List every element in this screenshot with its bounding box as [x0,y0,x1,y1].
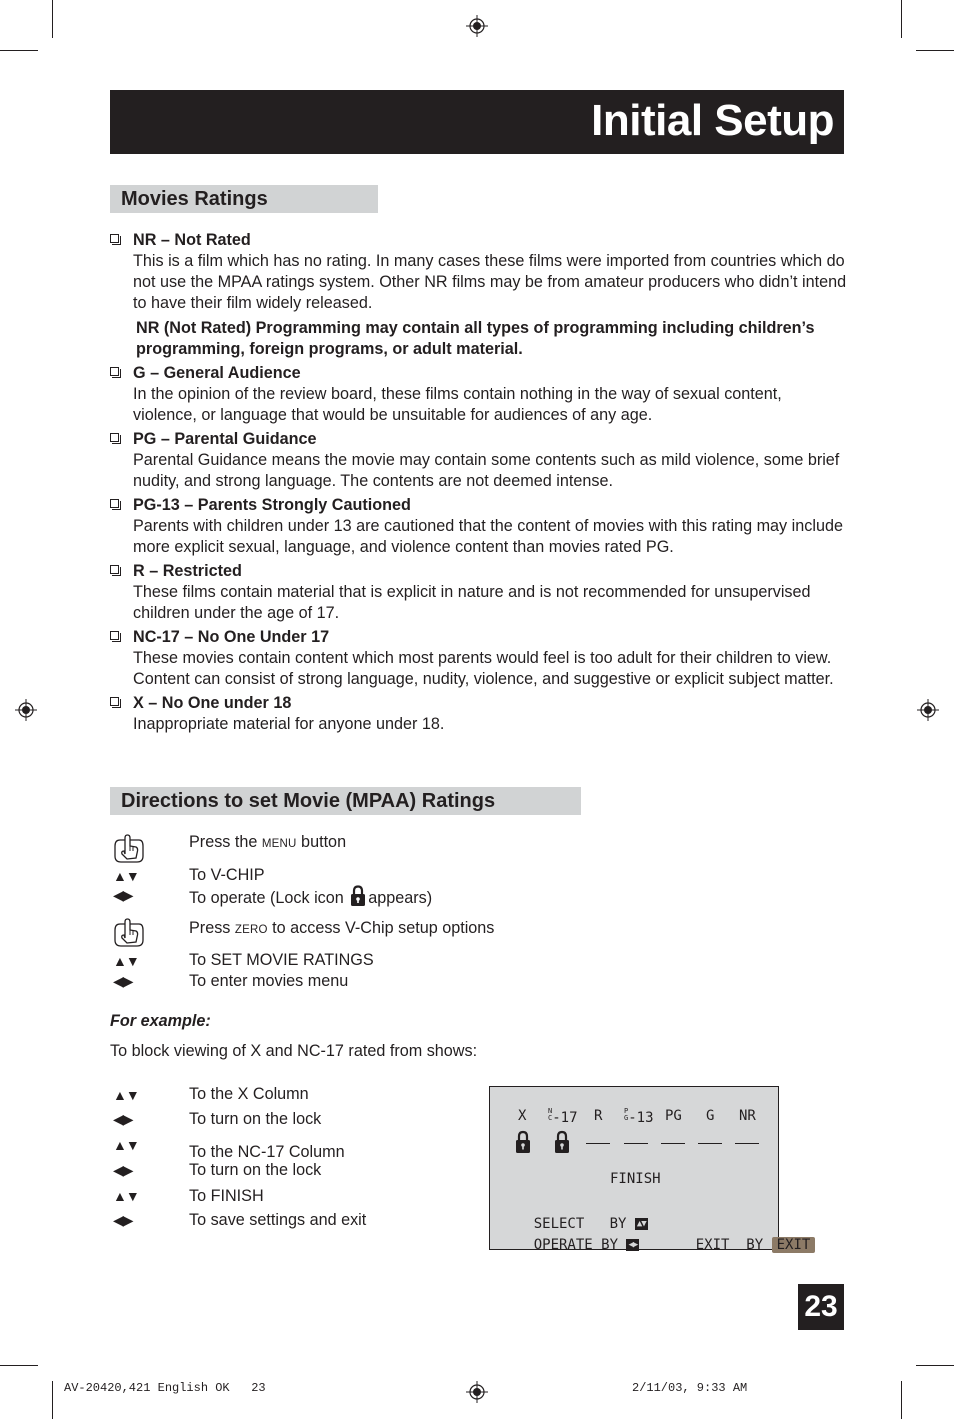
unlocked-line [735,1143,759,1144]
column-r: R [594,1108,603,1124]
checkbox-bullet-icon [110,697,119,706]
rating-title: NC-17 – No One Under 17 [133,628,330,646]
example-step: To FINISH [189,1187,264,1205]
rating-title: NR – Not Rated [133,231,251,249]
directions-heading: Directions to set Movie (MPAA) Ratings [110,787,581,815]
rating-item-nc17 [110,627,850,690]
arrow-leftright-icon: ◀▶ [113,1111,133,1127]
rating-title: X – No One under 18 [133,694,292,712]
step-operate: To operate (Lock icon appears) [189,885,432,909]
checkbox-bullet-icon [110,367,119,376]
step-press-zero: Press ZERO to access V-Chip setup options [189,919,495,937]
arrow-updown-icon: ▲▼ [113,1137,139,1153]
step-press-menu: Press the MENU button [189,833,347,851]
example-step: To turn on the lock [189,1161,322,1179]
lock-icon [554,1130,570,1154]
rating-item-nr [110,230,850,314]
rating-item-r [110,561,850,624]
crop-mark [901,0,902,38]
example-step: To save settings and exit [189,1211,367,1229]
rating-desc: These movies contain content which most parents would feel is too adult for their children to view. Content can consist of strong language, nudity, violence, and suggestive or explicit subject matter. [133,649,834,688]
nr-note: NR (Not Rated) Programming may contain all types of programming including children’s programming, foreign programs, or adult material. [136,319,815,358]
step-set-movie-ratings: To SET MOVIE RATINGS [189,951,374,969]
example-step: To the X Column [189,1085,309,1103]
example-intro: To block viewing of X and NC-17 rated from shows: [110,1042,478,1060]
crop-mark [901,1381,902,1419]
hand-press-icon [112,916,146,950]
lock-icon [350,885,366,907]
movies-ratings-heading: Movies Ratings [110,185,378,213]
crop-mark [916,50,954,51]
registration-mark-icon [466,1381,488,1403]
unlocked-line [698,1143,722,1144]
page-number: 23 [798,1284,844,1330]
rating-item-x [110,693,850,735]
checkbox-bullet-icon [110,565,119,574]
column-g: G [706,1108,715,1124]
rating-title: G – General Audience [133,364,301,382]
lock-icon [515,1130,531,1154]
arrow-leftright-icon: ◀▶ [113,1212,133,1228]
menu-key-label: MENU [261,838,297,850]
rating-item-pg [110,429,850,492]
rating-item-g [110,363,850,426]
arrow-leftright-icon: ◀▶ [113,887,133,903]
rating-title: PG – Parental Guidance [133,430,317,448]
checkbox-bullet-icon [110,631,119,640]
crop-mark [52,1381,53,1419]
arrow-leftright-icon: ◀▶ [113,1162,133,1178]
crop-mark [0,1365,38,1366]
rating-desc: This is a film which has no rating. In many cases these films were imported from countries which do not use the MPAA ratings system. Other NR films may be from amateur producers who didn’t intend to have their film widely released. [133,252,847,312]
arrow-updown-icon: ▲▼ [113,1087,139,1103]
checkbox-bullet-icon [110,499,119,508]
unlocked-line [661,1143,685,1144]
step-enter-movies-menu: To enter movies menu [189,972,349,990]
arrow-leftright-icon: ◀▶ [113,973,133,989]
checkbox-bullet-icon [110,234,119,243]
updown-key-icon: ▲▼ [636,1219,646,1229]
zero-key-label: ZERO [234,924,268,936]
exit-hint: EXIT BY EXIT [662,1221,815,1269]
footer-slug-left: AV-20420,421 English OK 23 [64,1381,266,1395]
checkbox-bullet-icon [110,433,119,442]
example-step: To turn on the lock [189,1110,322,1128]
page-title: Initial Setup [591,96,834,145]
rating-title: R – Restricted [133,562,242,580]
example-step: To the NC-17 Column [189,1143,345,1161]
rating-desc: Parents with children under 13 are cautioned that the content of movies with this rating may include more explicit sexual, language, and violence content than movies rated PG. [133,517,843,556]
rating-title: PG-13 – Parents Strongly Cautioned [133,496,411,514]
registration-mark-icon [15,699,37,721]
rating-desc: These films contain material that is explicit in nature and is not recommended for unsupervised children under the age of 17. [133,583,811,622]
title-bar [110,90,844,154]
unlocked-line [624,1143,648,1144]
hand-press-icon [112,832,146,866]
rating-desc: In the opinion of the review board, these films contain nothing in the way of sexual content, violence, or language that would be unsuitable for audiences of any age. [133,385,782,424]
crop-mark [916,1365,954,1366]
rating-item-pg13 [110,495,850,558]
column-pg: PG [665,1108,682,1124]
crop-mark [52,0,53,38]
example-label: For example: [110,1012,211,1030]
column-pg13: P G-13 [624,1107,654,1126]
exit-button: EXIT [772,1237,816,1253]
registration-mark-icon [466,15,488,37]
column-nr: NR [739,1108,756,1124]
arrow-updown-icon: ▲▼ [113,868,139,884]
select-hint: SELECT BY ▲▼ [533,1216,646,1232]
column-x: X [518,1108,527,1124]
arrow-updown-icon: ▲▼ [113,1188,139,1204]
step-v-chip: To V-CHIP [189,866,265,884]
footer-slug-right: 2/11/03, 9:33 AM [632,1381,748,1395]
finish-option: FINISH [610,1171,661,1187]
arrow-updown-icon: ▲▼ [113,953,139,969]
rating-desc: Parental Guidance means the movie may contain some contents such as mild violence, some brief nudity, and strong language. The contents are not deemed intense. [133,451,840,490]
column-nc17: N C-17 [548,1107,578,1126]
crop-mark [0,50,38,51]
rating-desc: Inappropriate material for anyone under 18. [133,715,445,733]
ratings-list [110,230,850,735]
leftright-key-icon: ◀▶ [628,1240,638,1250]
operate-hint: OPERATE BY ◀▶ [533,1237,638,1253]
tv-screen-menu [489,1086,811,1253]
unlocked-line [586,1143,610,1144]
registration-mark-icon [917,699,939,721]
